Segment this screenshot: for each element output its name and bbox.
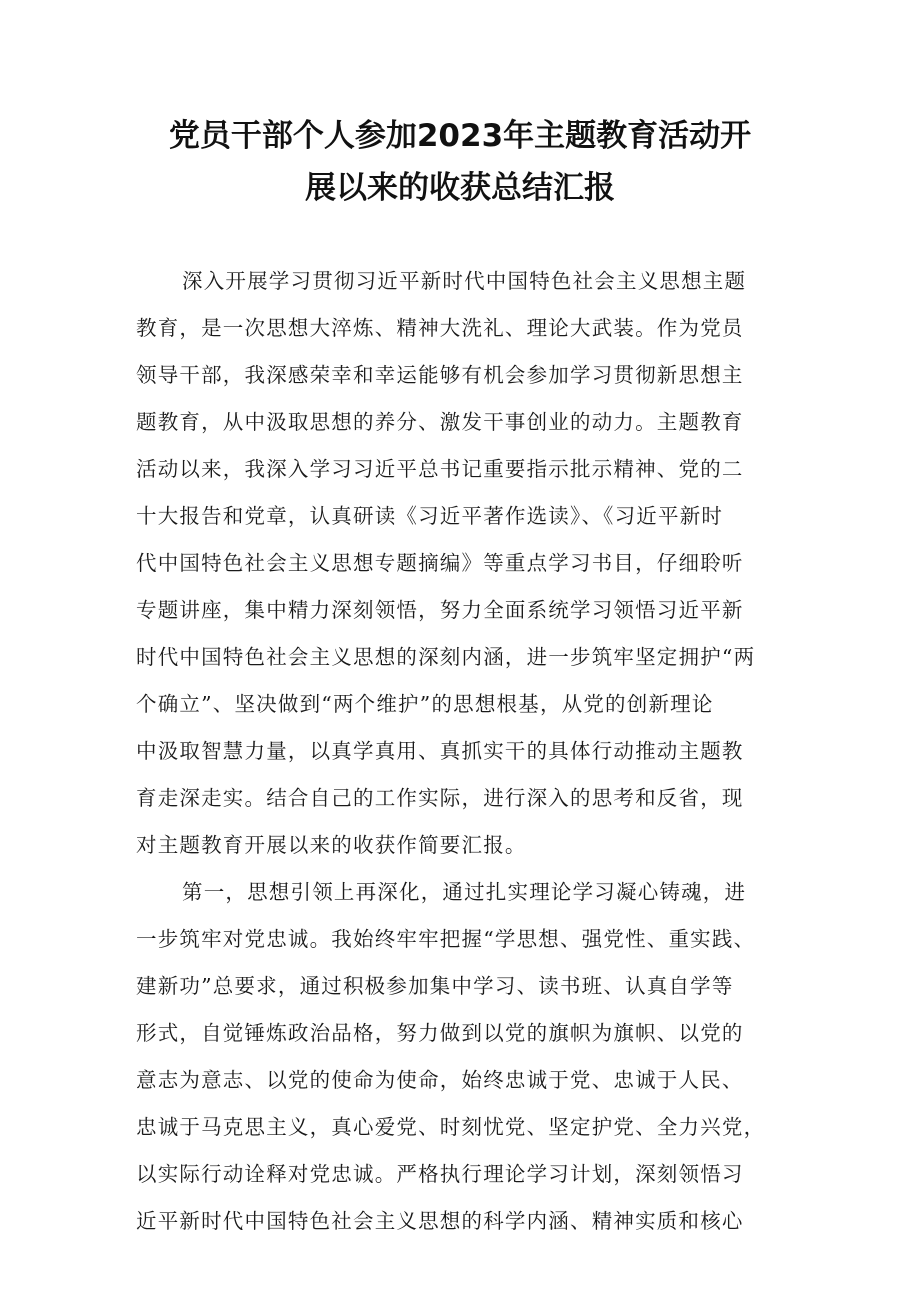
body-line: 个确立”、坚决做到“两个维护”的思想根基，从党的创新理论 (136, 692, 714, 716)
body-line: 代中国特色社会主义思想专题摘编》等重点学习书目，仔细聆听 (136, 551, 744, 575)
body-line: 建新功”总要求，通过积极参加集中学习、读书班、认真自学等 (136, 974, 734, 998)
body-line: 第一，思想引领上再深化，通过扎实理论学习凝心铸魂，进 (182, 880, 747, 904)
body-line: 题教育，从中汲取思想的养分、激发干事创业的动力。主题教育 (136, 410, 744, 434)
body-line: 专题讲座，集中精力深刻领悟，努力全面系统学习领悟习近平新 (136, 598, 744, 622)
body-line: 形式，自觉锤炼政治品格，努力做到以党的旗帜为旗帜、以党的 (136, 1021, 744, 1045)
document-body (136, 258, 796, 1245)
title-line-1: 党员干部个人参加2023年主题教育活动开 (168, 118, 752, 154)
body-line: 十大报告和党章，认真研读《习近平著作选读》、《习近平新时 (136, 504, 724, 528)
body-line: 育走深走实。结合自己的工作实际，进行深入的思考和反省，现 (136, 786, 744, 810)
body-line: 意志为意志、以党的使命为使命，始终忠诚于党、忠诚于人民、 (136, 1068, 744, 1092)
body-line: 教育，是一次思想大淬炼、精神大洗礼、理论大武装。作为党员 (136, 316, 744, 340)
body-line: 对主题教育开展以来的收获作简要汇报。 (136, 833, 527, 857)
body-line: 深入开展学习贯彻习近平新时代中国特色社会主义思想主题 (182, 269, 747, 293)
body-line: 近平新时代中国特色社会主义思想的科学内涵、精神实质和核心 (136, 1209, 744, 1233)
body-line: 一步筑牢对党忠诚。我始终牢牢把握“学思想、强党性、重实践、 (136, 927, 756, 951)
body-line: 活动以来，我深入学习习近平总书记重要指示批示精神、党的二 (136, 457, 744, 481)
body-line: 领导干部，我深感荣幸和幸运能够有机会参加学习贯彻新思想主 (136, 363, 744, 387)
body-line: 以实际行动诠释对党忠诚。严格执行理论学习计划，深刻领悟习 (136, 1162, 744, 1186)
body-line: 时代中国特色社会主义思想的深刻内涵，进一步筑牢坚定拥护“两 (136, 645, 756, 669)
title-line-2: 展以来的收获总结汇报 (305, 170, 615, 206)
body-line: 中汲取智慧力量，以真学真用、真抓实干的具体行动推动主题教 (136, 739, 744, 763)
body-line: 忠诚于马克思主义，真心爱党、时刻忧党、坚定护党、全力兴党， (136, 1115, 766, 1139)
document-title (110, 110, 810, 214)
